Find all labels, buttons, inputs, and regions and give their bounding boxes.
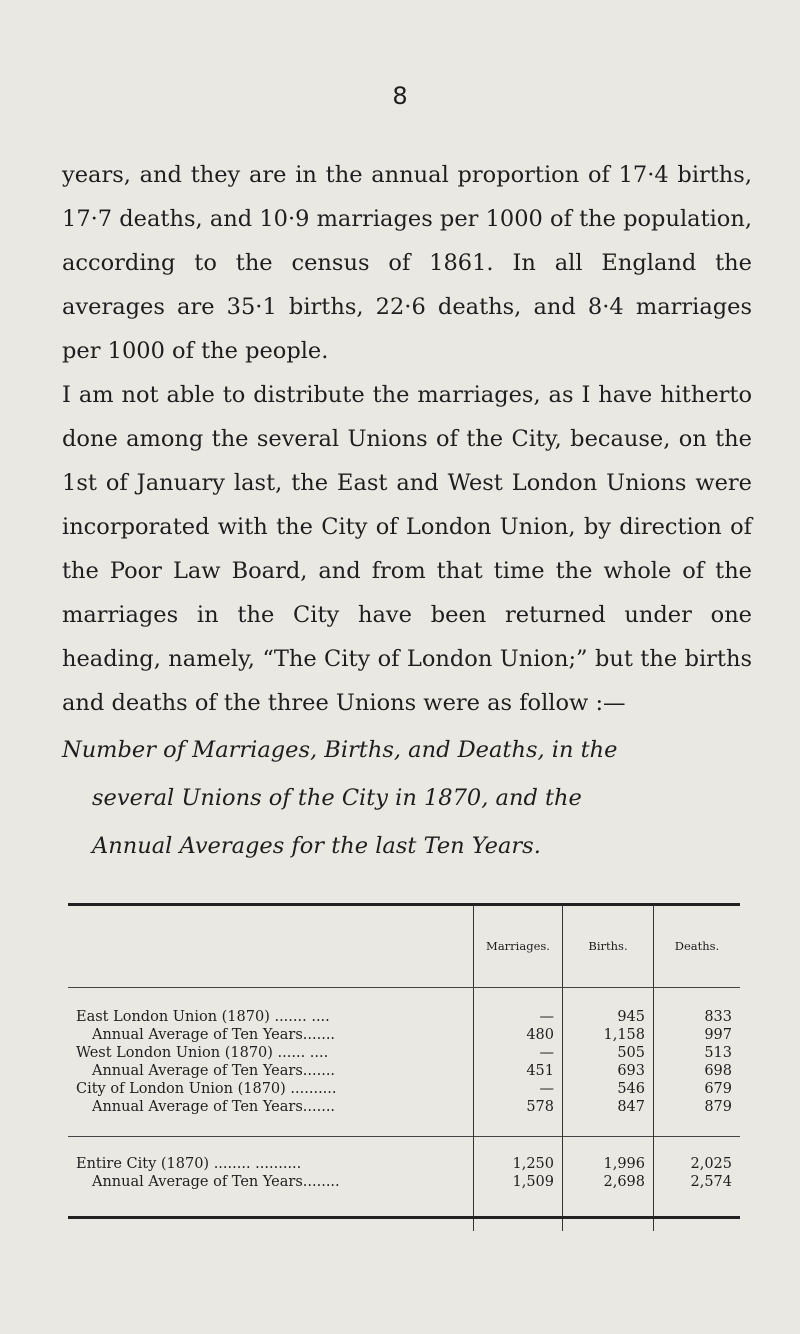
cell-marriages: — xyxy=(474,1008,563,1026)
cell-marriages: 1,250 xyxy=(474,1155,563,1173)
table-spacer xyxy=(68,988,740,1009)
header-births: Births. xyxy=(563,905,654,988)
table-row xyxy=(68,1026,740,1044)
table-spacer xyxy=(68,1116,740,1137)
cell-deaths: 698 xyxy=(654,1062,741,1080)
cell-marriages: 1,509 xyxy=(474,1173,563,1191)
caption-line: Number of Marriages, Births, and Deaths, in the xyxy=(62,737,618,763)
cell-deaths: 679 xyxy=(654,1080,741,1098)
table-row xyxy=(68,1173,740,1191)
cell-deaths: 997 xyxy=(654,1026,741,1044)
cell-deaths: 879 xyxy=(654,1098,741,1116)
cell-label: Annual Average of Ten Years....... xyxy=(92,1063,336,1079)
table-row xyxy=(68,1080,740,1098)
table-spacer xyxy=(68,1211,740,1231)
cell-deaths: 833 xyxy=(654,1008,741,1026)
cell-marriages: — xyxy=(474,1044,563,1062)
cell-label: West London Union (1870) ...... .... xyxy=(76,1045,329,1061)
cell-births: 2,698 xyxy=(563,1173,654,1191)
paragraph-1: years, and they are in the annual proportion of 17·4 births, 17·7 deaths, and 10·9 marriages per 1000 of the population, according to the census of 1861. In all England the averages are 35·1 births, 22·6 deaths, and 8·4 marriages per 1000 of the people. xyxy=(62,162,752,364)
page-number: 8 xyxy=(392,82,408,110)
cell-births: 945 xyxy=(563,1008,654,1026)
table-row xyxy=(68,1044,740,1062)
header-marriages: Marriages. xyxy=(474,905,563,988)
table-spacer xyxy=(68,1191,740,1211)
statistics-table xyxy=(68,905,740,1231)
cell-births: 1,996 xyxy=(563,1155,654,1173)
cell-label: East London Union (1870) ....... .... xyxy=(76,1009,330,1025)
table-bottom-rule xyxy=(68,1216,740,1219)
cell-label: Annual Average of Ten Years....... xyxy=(92,1027,336,1043)
header-label xyxy=(68,905,474,988)
cell-marriages: 451 xyxy=(474,1062,563,1080)
caption-line: Annual Averages for the last Ten Years. xyxy=(92,833,541,859)
cell-label: City of London Union (1870) .......... xyxy=(76,1081,337,1097)
cell-label: Annual Average of Ten Years........ xyxy=(92,1174,340,1190)
cell-births: 693 xyxy=(563,1062,654,1080)
table-spacer xyxy=(68,1137,740,1156)
cell-marriages: 480 xyxy=(474,1026,563,1044)
table-row xyxy=(68,1062,740,1080)
cell-births: 505 xyxy=(563,1044,654,1062)
cell-deaths: 2,025 xyxy=(654,1155,741,1173)
cell-label: Entire City (1870) ........ .......... xyxy=(76,1156,302,1172)
table-caption xyxy=(62,726,752,870)
cell-label: Annual Average of Ten Years....... xyxy=(92,1099,336,1115)
header-deaths: Deaths. xyxy=(654,905,741,988)
table-row xyxy=(68,1155,740,1173)
table-row xyxy=(68,1008,740,1026)
cell-marriages: 578 xyxy=(474,1098,563,1116)
table-row xyxy=(68,1098,740,1116)
table-header-row xyxy=(68,905,740,988)
caption-line: several Unions of the City in 1870, and the xyxy=(92,785,582,811)
cell-deaths: 2,574 xyxy=(654,1173,741,1191)
cell-births: 847 xyxy=(563,1098,654,1116)
cell-births: 546 xyxy=(563,1080,654,1098)
paragraph-2: I am not able to distribute the marriages, as I have hitherto done among the several Unions of the City, because, on the 1st of January last, the East and West London Unions were incorporated with the City of London Union, by direction of the Poor Law Board, and from that time the whole of the marriages in the City have been returned under one heading, namely, “The City of London Union;” but the births and deaths of the three Unions were as follow :— xyxy=(62,382,752,716)
cell-deaths: 513 xyxy=(654,1044,741,1062)
cell-marriages: — xyxy=(474,1080,563,1098)
cell-births: 1,158 xyxy=(563,1026,654,1044)
